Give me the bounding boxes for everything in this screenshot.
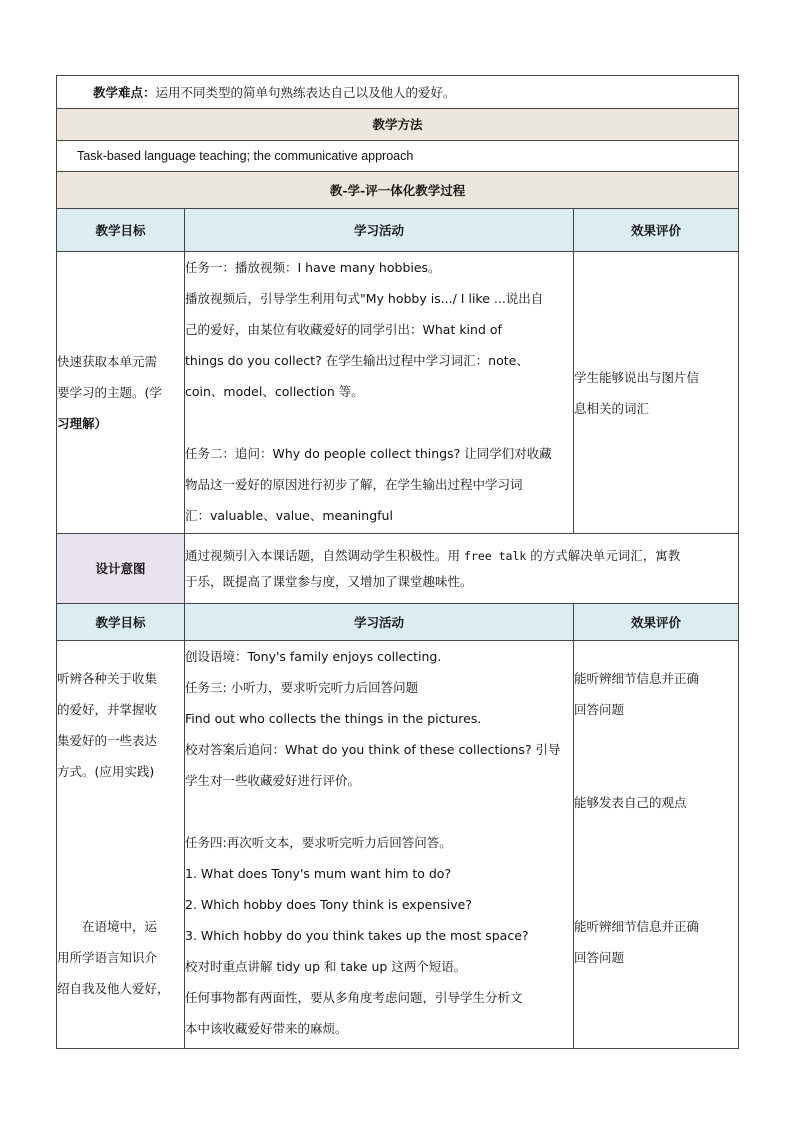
design-intent-text: 于乐，既提高了课堂参与度，又增加了课堂趣味性。: [185, 573, 473, 589]
evaluation-line: 回答问题: [574, 702, 625, 717]
activity-line: 3. Which hobby do you think takes up the most space?: [185, 928, 529, 943]
evaluation-line: 学生能够说出与图片信: [574, 369, 700, 385]
goal-cell-1: [57, 252, 185, 534]
evaluation-line: 息相关的词汇: [574, 400, 650, 416]
design-intent-row: [57, 534, 739, 604]
difficulty-row: [57, 76, 739, 109]
difficulty-label: 教学难点：: [93, 84, 156, 100]
goal-line: 绍自我及他人爱好，: [57, 981, 170, 996]
design-intent-label: 设计意图: [57, 534, 185, 604]
activity-line: 己的爱好，由某位有收藏爱好的同学引出：What kind of: [185, 322, 502, 337]
design-intent-text: 的方式解决单元词汇，寓教: [526, 547, 681, 563]
evaluation-line: 能够发表自己的观点: [574, 795, 687, 810]
content-row-1: [57, 252, 739, 534]
goal-line: 要学习的主题。(学: [57, 385, 162, 400]
method-content: Task-based language teaching; the communicative approach: [57, 141, 739, 172]
goal-line: 习理解）: [57, 416, 108, 431]
design-intent-text: 通过视频引入本课话题，自然调动学生积极性。用: [185, 547, 464, 563]
evaluation-cell-2: [574, 641, 739, 1049]
activity-line: 任务四:再次听文本，要求听完听力后回答问答。: [185, 835, 452, 850]
goal-line: 用所学语言知识介: [57, 950, 158, 965]
activity-line: things do you collect? 在学生输出过程中学习词汇：note、: [185, 353, 529, 368]
activity-line: 校对时重点讲解 tidy up 和 take up 这两个短语。: [185, 959, 467, 974]
lesson-plan-table: [56, 75, 739, 1049]
activity-line: 学生对一些收藏爱好进行评价。: [185, 773, 361, 788]
goal-line: 方式。(应用实践): [57, 764, 155, 779]
header-goal: 教学目标: [57, 209, 185, 252]
goal-line: 的爱好，并掌握收: [57, 702, 158, 717]
content-row-2: [57, 641, 739, 1049]
activity-line: 2. Which hobby does Tony think is expensive?: [185, 897, 472, 912]
header-activity: 学习活动: [185, 209, 574, 252]
goal-cell-2: [57, 641, 185, 1049]
activity-cell-2: [185, 641, 574, 1049]
header-row-2: [57, 604, 739, 641]
activity-line: 本中该收藏爱好带来的麻烦。: [185, 1021, 348, 1036]
activity-line: 创设语境：Tony's family enjoys collecting.: [185, 649, 442, 664]
activity-line: 任务一：播放视频：I have many hobbies。: [185, 260, 441, 275]
design-intent-content: [185, 534, 739, 604]
activity-line: Find out who collects the things in the pictures.: [185, 711, 482, 726]
activity-line: 任何事物都有两面性，要从多角度考虑问题，引导学生分析文: [185, 990, 523, 1005]
activity-line: 校对答案后追问：What do you think of these collections? 引导: [185, 742, 561, 757]
method-section-row: [57, 109, 739, 141]
activity-line: 任务二：追问：Why do people collect things? 让同学们对收藏: [185, 446, 552, 461]
goal-line: 在语境中，运: [57, 919, 158, 934]
goal-line: 集爱好的一些表达: [57, 733, 158, 748]
activity-line: 任务三: 小听力，要求听完听力后回答问题: [185, 680, 419, 695]
evaluation-line: 回答问题: [574, 950, 625, 965]
goal-line: 快速获取本单元需: [57, 354, 158, 369]
activity-line: 汇：valuable、value、meaningful: [185, 508, 393, 523]
difficulty-text: 运用不同类型的简单句熟练表达自己以及他人的爱好。: [155, 84, 456, 100]
header-evaluation: 效果评价: [574, 604, 739, 641]
method-content-row: [57, 141, 739, 172]
evaluation-cell-1: [574, 252, 739, 534]
activity-line: 1. What does Tony's mum want him to do?: [185, 866, 452, 881]
activity-line: 播放视频后，引导学生利用句式"My hobby is.../ I like ...说出自: [185, 291, 544, 306]
method-section-title: 教学方法: [57, 109, 739, 141]
activity-line: coin、model、collection 等。: [185, 384, 364, 399]
process-section-row: [57, 172, 739, 209]
header-row-1: [57, 209, 739, 252]
activity-cell-1: [185, 252, 574, 534]
evaluation-line: 能听辨细节信息并正确: [574, 671, 700, 686]
header-evaluation: 效果评价: [574, 209, 739, 252]
design-intent-code: free talk: [463, 548, 527, 563]
evaluation-line: 能听辨细节信息并正确: [574, 919, 700, 934]
header-goal: 教学目标: [57, 604, 185, 641]
process-section-title: 教-学-评一体化教学过程: [57, 172, 739, 209]
header-activity: 学习活动: [185, 604, 574, 641]
activity-line: 物品这一爱好的原因进行初步了解，在学生输出过程中学习词: [185, 477, 523, 492]
goal-line: 听辨各种关于收集: [57, 671, 158, 686]
